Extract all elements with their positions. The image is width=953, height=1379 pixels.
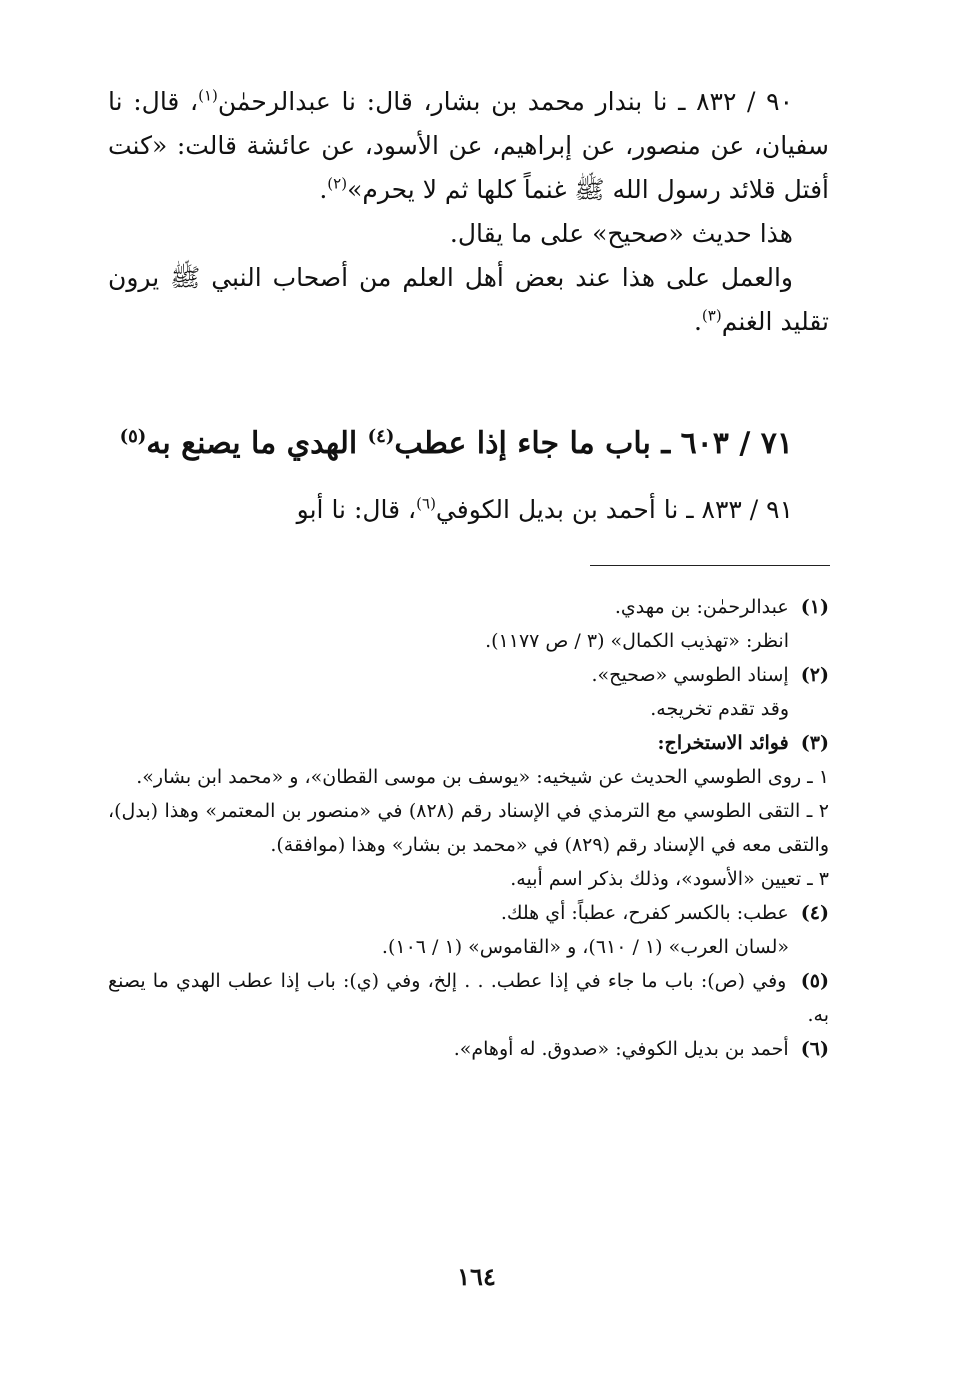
footnote-ref-3: (٣) xyxy=(701,306,722,325)
practice-text: والعمل على هذا عند بعض أهل العلم من أصحاب النبي ﷺ يرون تقليد الغنم xyxy=(108,263,829,336)
footnote-4 xyxy=(108,896,829,930)
footnote-5 xyxy=(108,964,829,1032)
footnote-number: (٤) xyxy=(800,902,829,924)
main-text xyxy=(108,80,829,344)
footnote-text: عطب: بالكسر كفرح، عطباً: أي هلك. xyxy=(500,902,789,924)
footnote-ref-4: (٤) xyxy=(367,426,395,447)
footnote-number: (٣) xyxy=(800,732,829,754)
hadith-90-text: ٩٠ / ٨٣٢ ـ نا بندار محمد بن بشار، قال: نا عبدالرحمٰن xyxy=(217,87,793,116)
footnote-4-line2: «لسان العرب» (١ / ٦١٠)، و «القاموس» (١ / ١٠٦). xyxy=(381,936,789,958)
footnote-number: (١) xyxy=(800,596,829,618)
footnote-text: إسناد الطوسي «صحيح». xyxy=(591,664,789,686)
footnote-1 xyxy=(108,590,829,624)
hadith-91 xyxy=(108,488,829,532)
footnote-1-line2: انظر: «تهذيب الكمال» (٣ / ص ١١٧٧). xyxy=(485,630,789,652)
footnote-number: (٥) xyxy=(800,970,829,992)
hadith-91-text-cont: ، قال: نا أبو xyxy=(296,495,417,524)
hadith-90-end: . xyxy=(319,175,328,204)
footnote-2 xyxy=(108,658,829,692)
footnote-number: (٢) xyxy=(800,664,829,686)
footnote-text: وفي (ص): باب ما جاء في إذا عطب. . . إلخ، وفي (ي): باب إذا عطب الهدي ما يصنع به. xyxy=(108,970,829,1026)
footnote-6 xyxy=(108,1032,829,1066)
page-number: ١٦٤ xyxy=(457,1262,496,1291)
footnote-2-line2: وقد تقدم تخريجه. xyxy=(650,698,789,720)
practice-paragraph xyxy=(108,256,829,344)
footnote-ref-1: (١) xyxy=(198,86,218,105)
chapter-heading-text-cont: الهدي ما يصنع به xyxy=(146,426,368,461)
footnote-ref-5: (٥) xyxy=(119,426,147,447)
chapter-heading-text: ٧١ / ٦٠٣ ـ باب ما جاء إذا عطب xyxy=(394,426,793,461)
footnote-ref-6: (٦) xyxy=(416,494,436,513)
footnote-3-item-3: ٣ ـ تعيين «الأسود»، وذلك بذكر اسم أبيه. xyxy=(510,868,829,890)
footnote-divider xyxy=(590,565,830,566)
footnote-3-item-1: ١ ـ روى الطوسي الحديث عن شيخيه: «يوسف بن موسى القطان»، و «محمد ابن بشار». xyxy=(136,766,829,788)
grading-line: هذا حديث «صحيح» على ما يقال. xyxy=(449,219,793,248)
hadith-90 xyxy=(108,80,829,212)
footnote-ref-2: (٢) xyxy=(327,174,348,193)
footnote-heading: فوائد الاستخراج: xyxy=(657,732,789,754)
footnote-text: عبدالرحمٰن: بن مهدي. xyxy=(614,596,789,618)
footnote-3 xyxy=(108,726,829,760)
footnote-text: أحمد بن بديل الكوفي: «صدوق. له أوهام». xyxy=(453,1038,789,1060)
chapter-heading xyxy=(108,420,829,468)
footnote-3-item-2: ٢ ـ التقى الطوسي مع الترمذي في الإسناد رقم (٨٢٨) في «منصور بن المعتمر» وهذا (بدل)، والتقى معه في الإسناد رقم (٨٢٩) في «محمد بن بشار» وهذا (موافقة). xyxy=(108,800,829,856)
footnote-number: (٦) xyxy=(800,1038,829,1060)
footnotes xyxy=(108,590,829,1066)
hadith-91-text: ٩١ / ٨٣٣ ـ نا أحمد بن بديل الكوفي xyxy=(435,495,793,524)
hadith-90-text-cont: ، قال: نا سفيان، عن منصور، عن إبراهيم، عن الأسود، عن عائشة قالت: «كنت أفتل قلائد رسول الله ﷺ غنماً كلها ثم لا يحرم» xyxy=(108,87,829,204)
practice-end: . xyxy=(693,307,702,336)
